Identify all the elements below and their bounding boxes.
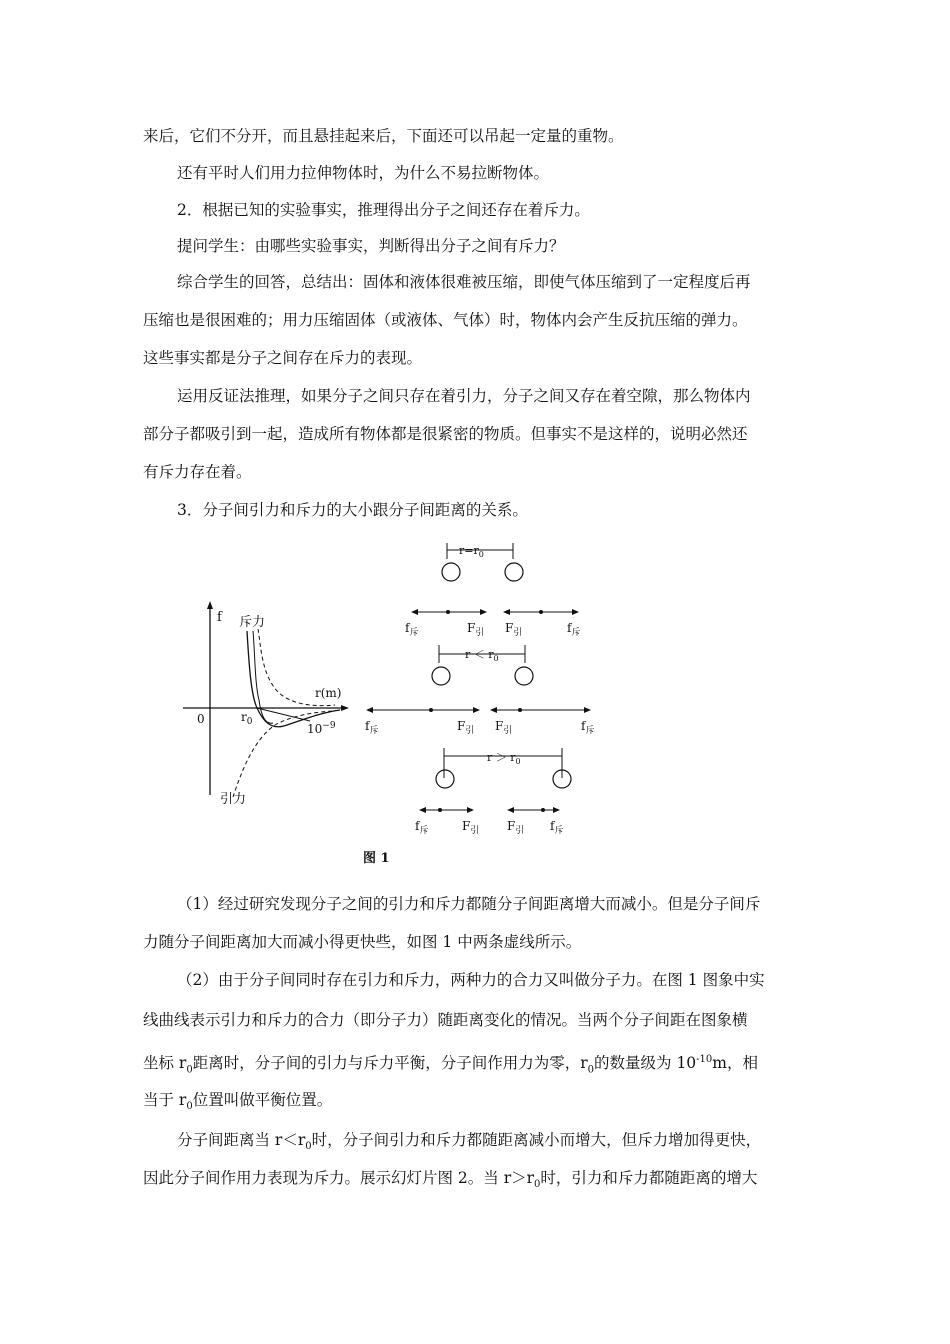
para-3: 2．根据已知的实验事实，推理得出分子之间还存在着斥力。: [177, 201, 590, 219]
F-att-1b: $F_引$: [505, 621, 523, 638]
para-18: 分子间距离当 $r<r_0$时，分子间引力和斥力都随距离减小而增大，但斥力增加得更快，: [177, 1131, 762, 1153]
para-8: 运用反证法推理，如果分子之间只存在着引力，分子之间又存在着空隙，那么物体内: [177, 387, 751, 405]
f-rep-2b: $f_斥$: [581, 719, 595, 736]
para-4: 提问学生：由哪些实验事实，判断得出分子之间有斥力？: [177, 237, 565, 255]
origin-label: 0: [197, 712, 205, 726]
F-att-2a: $F_引$: [457, 719, 475, 736]
F-att-3a: $F_引$: [462, 819, 480, 836]
para-15: 线曲线表示引力和斥力的合力（即分子力）随距离变化的情况。当两个分子间距在图象横: [143, 1011, 748, 1029]
attraction-label: 引力: [220, 792, 247, 807]
axis-rm-label: r(m): [315, 686, 342, 700]
para-6: 压缩也是很困难的；用力压缩固体（或液体、气体）时，物体内会产生反抗压缩的弹力。: [143, 311, 748, 329]
para-16: 坐标 $r_0$距离时，分子间的引力与斥力平衡，分子间作用力为零，$r_0$的数量级为 $10^{-10}m$，相: [143, 1054, 758, 1076]
F-att-2b: $F_引$: [495, 719, 513, 736]
molecule-2b: [515, 667, 533, 685]
f-rep-1b: $f_斥$: [567, 621, 581, 638]
axis-f-label: f: [217, 610, 222, 625]
figure-caption: 图 1: [363, 851, 390, 866]
para-5: 综合学生的回答，总结出：固体和液体很难被压缩，即使气体压缩到了一定程度后再: [177, 273, 751, 291]
F-att-1a: $F_引$: [467, 621, 485, 638]
molecule-1b: [505, 563, 523, 581]
x-axis-arrow: [341, 705, 349, 711]
figure-1: [175, 535, 615, 870]
para-7: 这些事实都是分子之间存在斥力的表现。: [143, 349, 423, 367]
f-rep-1a: $f_斥$: [405, 621, 419, 638]
F-att-3b: $F_引$: [507, 819, 525, 836]
para-12: （1）经过研究发现分子之间的引力和斥力都随分子间距离增大而减小。但是分子间斥: [177, 895, 761, 913]
para-11: 3．分子间引力和斥力的大小跟分子间距离的关系。: [177, 501, 528, 519]
repulsion-label: 斥力: [239, 615, 266, 630]
f-rep-2a: $f_斥$: [365, 719, 379, 736]
net-force-curve: [247, 631, 340, 727]
para-1: 来后，它们不分开，而且悬挂起来后，下面还可以吊起一定量的重物。: [143, 127, 624, 145]
para-17: 当于 $r_0$位置叫做平衡位置。: [143, 1091, 333, 1113]
r-lt-label: $r < r_0$: [465, 648, 499, 663]
para-9: 部分子都吸引到一起，造成所有物体都是很紧密的物质。但事实不是这样的，说明必然还: [143, 425, 748, 443]
exp-label: $10^{-9}$: [307, 721, 336, 736]
para-13: 力随分子间距离加大而减小得更快些，如图 1 中两条虚线所示。: [143, 933, 582, 951]
para-19: 因此分子间作用力表现为斥力。展示幻灯片图 2。当 $r>r_0$时，引力和斥力都随距离的增大: [143, 1169, 758, 1191]
molecule-3a: [436, 770, 454, 788]
r-gt-label: $r > r_0$: [487, 751, 521, 766]
figure-svg: [175, 535, 615, 870]
f-rep-3b: $f_斥$: [550, 819, 564, 836]
para-14: （2）由于分子间同时存在引力和斥力，两种力的合力又叫做分子力。在图 1 图象中实: [177, 971, 765, 989]
para-10: 有斥力存在着。: [143, 463, 252, 481]
r0-label: $r_0$: [241, 710, 253, 727]
y-axis-arrow: [207, 601, 213, 609]
para-2: 还有平时人们用力拉伸物体时，为什么不易拉断物体。: [177, 164, 550, 182]
f-rep-3a: $f_斥$: [415, 819, 429, 836]
molecule-2a: [432, 667, 450, 685]
molecule-1a: [442, 563, 460, 581]
r-eq-label: $r=r_0$: [459, 544, 484, 559]
